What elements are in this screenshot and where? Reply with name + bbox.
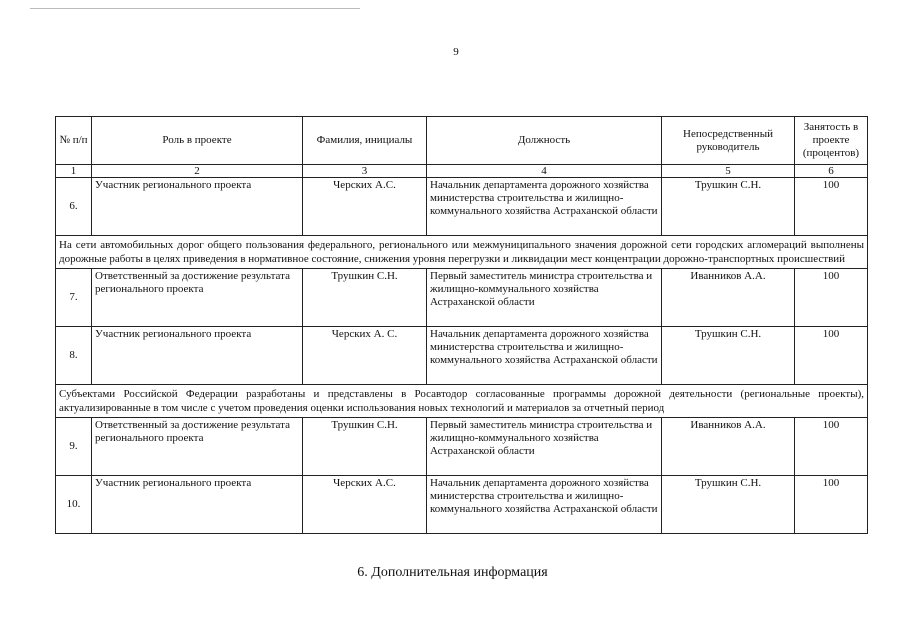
section-note-row [56,236,868,269]
header-employment: Занятость в проекте (процентов) [795,117,868,165]
column-number: 2 [92,165,303,178]
row-position: Первый заместитель министра строительства и жилищно-коммунального хозяйства Астраханской области [427,418,662,476]
row-number: 7. [56,269,92,327]
row-position: Начальник департамента дорожного хозяйства министерства строительства и жилищно-коммунального хозяйства Астраханской области [427,178,662,236]
table-row [56,476,868,534]
header-num: № п/п [56,117,92,165]
section-note: Субъектами Российской Федерации разработаны и представлены в Росавтодор согласованные программы дорожной деятельности (региональные проекты), актуализированные в том числе с учетом проведения оценки использования новых технологий и материалов за отчетный период [56,385,868,418]
row-employment: 100 [795,178,868,236]
table-row [56,178,868,236]
row-manager: Трушкин С.Н. [662,327,795,385]
header-position: Должность [427,117,662,165]
row-name: Черских А.С. [303,476,427,534]
row-manager: Трушкин С.Н. [662,476,795,534]
row-role: Ответственный за достижение результата регионального проекта [92,269,303,327]
row-name: Трушкин С.Н. [303,418,427,476]
row-employment: 100 [795,327,868,385]
row-name: Черских А. С. [303,327,427,385]
section-note: На сети автомобильных дорог общего пользования федерального, регионального или межмуниципального значения дорожной сети городских агломераций выполнены дорожные работы в целях приведения в нормативное состояние, снижения уровня перегрузки и ликвидации мест концентрации дорожно-транспортных происшествий [56,236,868,269]
row-number: 10. [56,476,92,534]
row-manager: Трушкин С.Н. [662,178,795,236]
row-employment: 100 [795,418,868,476]
row-number: 9. [56,418,92,476]
row-role: Участник регионального проекта [92,327,303,385]
row-position: Начальник департамента дорожного хозяйства министерства строительства и жилищно-коммунального хозяйства Астраханской области [427,476,662,534]
table-row [56,418,868,476]
row-employment: 100 [795,476,868,534]
column-numbers-row [56,165,868,178]
column-number: 4 [427,165,662,178]
header-row [56,117,868,165]
row-manager: Иванников А.А. [662,418,795,476]
header-role: Роль в проекте [92,117,303,165]
column-number: 5 [662,165,795,178]
header-manager: Непосредственный руководитель [662,117,795,165]
row-name: Черских А.С. [303,178,427,236]
row-manager: Иванников А.А. [662,269,795,327]
header-name: Фамилия, инициалы [303,117,427,165]
section-note-row [56,385,868,418]
row-role: Участник регионального проекта [92,476,303,534]
row-employment: 100 [795,269,868,327]
row-name: Трушкин С.Н. [303,269,427,327]
section-title: 6. Дополнительная информация [357,565,548,580]
column-number: 1 [56,165,92,178]
row-role: Участник регионального проекта [92,178,303,236]
row-position: Начальник департамента дорожного хозяйства министерства строительства и жилищно-коммунального хозяйства Астраханской области [427,327,662,385]
row-role: Ответственный за достижение результата регионального проекта [92,418,303,476]
top-rule [30,8,360,9]
row-position: Первый заместитель министра строительства и жилищно-коммунального хозяйства Астраханской области [427,269,662,327]
row-number: 6. [56,178,92,236]
table-row [56,269,868,327]
table-row [56,327,868,385]
column-number: 6 [795,165,868,178]
project-staff-table [55,116,868,534]
column-number: 3 [303,165,427,178]
row-number: 8. [56,327,92,385]
page-number: 9 [453,46,459,58]
